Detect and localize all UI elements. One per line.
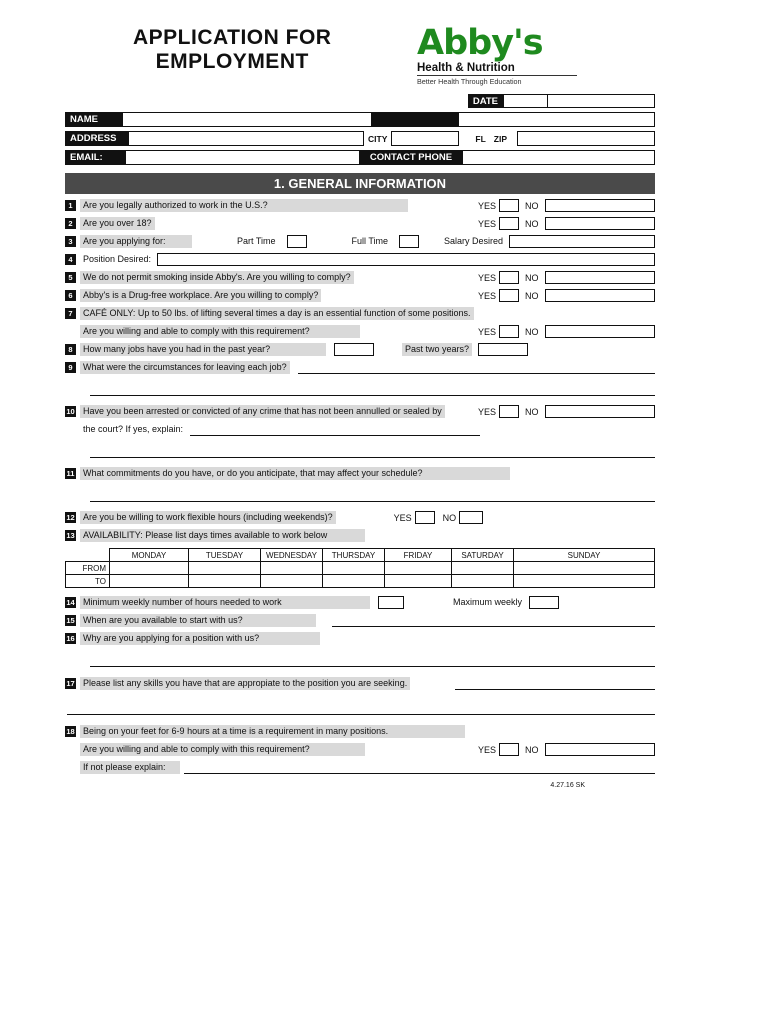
q12-number-badge: 12 [66, 513, 75, 522]
q9-number-badge: 9 [65, 362, 76, 373]
question-11 [65, 467, 655, 480]
q10-number-badge: 10 [66, 407, 75, 416]
q4-text: Position Desired: [83, 254, 152, 264]
q18-no-label: NO [525, 744, 539, 755]
availability-time-cell[interactable] [384, 574, 452, 588]
q7-text-line2: Are you willing and able to comply with this requirement? [80, 325, 360, 338]
availability-time-cell[interactable] [188, 574, 261, 588]
q11-number-badge: 11 [66, 469, 75, 478]
q12-no-label: NO [442, 512, 457, 523]
availability-day-header: TUESDAY [188, 548, 261, 562]
q6-number-badge: 6 [65, 290, 76, 301]
q18-text-line1: Being on your feet for 6-9 hours at a time is a requirement in many positions. [80, 725, 465, 738]
availability-time-cell[interactable] [451, 574, 514, 588]
q7-no-field[interactable] [545, 325, 655, 338]
q5-no-field[interactable] [545, 271, 655, 284]
q16-answer-line[interactable] [90, 654, 655, 667]
availability-time-cell[interactable] [260, 574, 323, 588]
q9-answer-line-1[interactable] [298, 362, 655, 374]
question-4 [65, 253, 655, 266]
availability-time-cell[interactable] [513, 561, 655, 575]
q5-yes-no-group [478, 271, 655, 284]
q1-yes-label: YES [478, 200, 497, 211]
contact-phone-field[interactable] [462, 150, 655, 165]
address-field[interactable] [128, 131, 364, 146]
email-row [65, 150, 655, 165]
q6-yes-label: YES [478, 290, 497, 301]
q18-yes-no-group [478, 743, 655, 756]
q17-number-badge: 17 [66, 679, 75, 688]
q10-text-line1: Have you been arrested or convicted of any crime that has not been annulled or sealed by [80, 405, 445, 418]
q1-no-field[interactable] [545, 199, 655, 212]
question-18-line2 [80, 743, 655, 756]
date-field-2[interactable] [547, 94, 655, 108]
availability-day-header: WEDNESDAY [260, 548, 323, 562]
question-1 [65, 199, 655, 212]
question-10-line2 [80, 423, 655, 436]
q3-text: Are you applying for: [80, 235, 192, 248]
question-14 [65, 596, 655, 609]
q1-text: Are you legally authorized to work in the U.S.? [80, 199, 408, 212]
question-7-line2 [80, 325, 655, 338]
full-time-checkbox[interactable] [399, 235, 419, 248]
max-hours-field[interactable] [529, 596, 559, 609]
q18-text-line3: If not please explain: [80, 761, 180, 774]
availability-from-row [65, 561, 655, 575]
q17-answer-line-1[interactable] [455, 678, 655, 690]
question-5 [65, 271, 655, 284]
q5-yes-checkbox[interactable] [499, 271, 519, 284]
salary-desired-label: Salary Desired [444, 236, 504, 246]
q5-yes-label: YES [478, 272, 497, 283]
q14-number-badge: 14 [66, 598, 75, 607]
availability-corner-cell [65, 548, 110, 562]
part-time-checkbox[interactable] [287, 235, 307, 248]
q7-text-line1: CAFÉ ONLY: Up to 50 lbs. of lifting several times a day is an essential function of some positions. [80, 307, 474, 320]
q16-number-badge: 16 [66, 634, 75, 643]
q12-no-checkbox[interactable] [459, 511, 483, 524]
q7-number-badge: 7 [65, 308, 76, 319]
availability-time-cell[interactable] [322, 561, 385, 575]
logo-tagline: Better Health Through Education [417, 75, 577, 86]
q15-answer-line[interactable] [332, 615, 655, 627]
q18-yes-label: YES [478, 744, 497, 755]
q1-no-label: NO [525, 200, 539, 211]
q2-text: Are you over 18? [80, 217, 155, 230]
contact-phone-label: CONTACT PHONE [360, 150, 462, 165]
question-3 [65, 235, 655, 248]
q16-text: Why are you applying for a position with us? [80, 632, 320, 645]
date-row [65, 94, 655, 108]
header [65, 23, 655, 86]
q18-explain-line[interactable] [184, 762, 655, 774]
q2-no-field[interactable] [545, 217, 655, 230]
q4-number-badge: 4 [65, 254, 76, 265]
q10-no-label: NO [525, 406, 539, 417]
q18-number-badge: 18 [66, 727, 75, 736]
question-18-line1 [65, 725, 655, 738]
availability-table [65, 548, 655, 588]
q9-answer-line-2[interactable] [90, 383, 655, 396]
question-12 [65, 511, 655, 524]
q6-yes-checkbox[interactable] [499, 289, 519, 302]
question-18-line3 [80, 761, 655, 774]
form-revision-note: 4.27.16 SK [550, 782, 585, 789]
salary-desired-field[interactable] [509, 235, 655, 248]
q15-text: When are you available to start with us? [80, 614, 316, 627]
question-16 [65, 632, 655, 645]
q18-no-field[interactable] [545, 743, 655, 756]
q18-text-line2: Are you willing and able to comply with this requirement? [80, 743, 365, 756]
q2-yes-label: YES [478, 218, 497, 229]
availability-from-label: FROM [65, 561, 110, 575]
name-field[interactable] [122, 112, 372, 127]
q12-text: Are you be willing to work flexible hours (including weekends)? [80, 511, 336, 524]
jobs-past-two-years-field[interactable] [478, 343, 528, 356]
availability-day-header: FRIDAY [384, 548, 452, 562]
q2-number-badge: 2 [65, 218, 76, 229]
date-field-1[interactable] [503, 94, 548, 108]
q15-number-badge: 15 [66, 616, 75, 625]
q1-number-badge: 1 [65, 200, 76, 211]
availability-time-cell[interactable] [384, 561, 452, 575]
q2-yes-checkbox[interactable] [499, 217, 519, 230]
jobs-past-year-field[interactable] [334, 343, 374, 356]
past-two-years-label: Past two years? [402, 343, 472, 356]
q17-text: Please list any skills you have that are appropiate to the position you are seeking. [80, 677, 410, 690]
q5-text: We do not permit smoking inside Abby's. Are you willing to comply? [80, 271, 354, 284]
availability-time-cell[interactable] [322, 574, 385, 588]
full-time-label: Full Time [351, 236, 389, 246]
q10-yes-checkbox[interactable] [499, 405, 519, 418]
state-label: FL [475, 133, 486, 144]
question-10-line1 [65, 405, 655, 418]
logo-brand-text: Abby's [417, 23, 543, 63]
q6-yes-no-group [478, 289, 655, 302]
availability-day-header: MONDAY [109, 548, 189, 562]
q14-text: Minimum weekly number of hours needed to work [80, 596, 370, 609]
part-time-label: Part Time [237, 236, 276, 246]
availability-time-cell[interactable] [451, 561, 514, 575]
availability-to-row [65, 574, 655, 588]
q7-yes-checkbox[interactable] [499, 325, 519, 338]
name-row-right-field[interactable] [458, 112, 655, 127]
zip-field[interactable] [517, 131, 655, 146]
email-label: EMAIL: [65, 150, 125, 165]
availability-to-label: TO [65, 574, 110, 588]
page-title-line2: EMPLOYMENT [155, 50, 309, 74]
q11-text: What commitments do you have, or do you anticipate, that may affect your schedule? [80, 467, 510, 480]
question-17 [65, 677, 655, 690]
q12-yes-label: YES [393, 512, 412, 523]
question-15 [65, 614, 655, 627]
question-13 [65, 529, 655, 542]
availability-day-header: SATURDAY [451, 548, 514, 562]
address-row [65, 131, 655, 146]
abbys-logo [417, 23, 577, 86]
q10-text-line2: the court? If yes, explain: [83, 424, 184, 434]
name-row-black-box [372, 112, 458, 127]
min-hours-field[interactable] [378, 596, 404, 609]
q6-text: Abby's is a Drug-free workplace. Are you willing to comply? [80, 289, 321, 302]
availability-day-header: THURSDAY [322, 548, 385, 562]
q6-no-field[interactable] [545, 289, 655, 302]
q8-text: How many jobs have you had in the past year? [80, 343, 326, 356]
q10-explain-line[interactable] [190, 424, 480, 436]
q6-no-label: NO [525, 290, 539, 301]
q11-answer-line[interactable] [90, 489, 655, 502]
q2-no-label: NO [525, 218, 539, 229]
availability-time-cell[interactable] [513, 574, 655, 588]
name-row [65, 112, 655, 127]
q10-answer-line[interactable] [90, 445, 655, 458]
availability-header-row [65, 548, 655, 562]
question-8 [65, 343, 655, 356]
question-7-line1 [65, 307, 655, 320]
question-6 [65, 289, 655, 302]
q9-text: What were the circumstances for leaving each job? [80, 361, 290, 374]
page-title-line1: APPLICATION FOR [133, 26, 332, 49]
availability-time-cell[interactable] [260, 561, 323, 575]
q3-number-badge: 3 [65, 236, 76, 247]
q18-yes-checkbox[interactable] [499, 743, 519, 756]
q1-yes-checkbox[interactable] [499, 199, 519, 212]
position-desired-field[interactable] [157, 253, 655, 266]
q5-no-label: NO [525, 272, 539, 283]
zip-label: ZIP [493, 133, 507, 144]
name-label: NAME [65, 112, 122, 127]
page-title [133, 26, 331, 74]
q10-yes-no-group [478, 405, 655, 418]
availability-time-cell[interactable] [109, 574, 189, 588]
q2-yes-no-group [478, 217, 655, 230]
section-header: 1. GENERAL INFORMATION [65, 173, 655, 194]
q7-yes-no-group [478, 325, 655, 338]
q7-yes-label: YES [478, 326, 497, 337]
availability-day-header: SUNDAY [513, 548, 655, 562]
maximum-weekly-label: Maximum weekly [453, 597, 523, 607]
q5-number-badge: 5 [65, 272, 76, 283]
question-9 [65, 361, 655, 374]
q13-number-badge: 13 [66, 531, 75, 540]
availability-time-cell[interactable] [188, 561, 261, 575]
q8-number-badge: 8 [65, 344, 76, 355]
question-2 [65, 217, 655, 230]
date-label: DATE [468, 94, 503, 108]
q1-yes-no-group [478, 199, 655, 212]
city-field[interactable] [391, 131, 459, 146]
q13-text: AVAILABILITY: Please list days times available to work below [80, 529, 365, 542]
q12-yes-checkbox[interactable] [415, 511, 435, 524]
q7-no-label: NO [525, 326, 539, 337]
address-label: ADDRESS [65, 131, 128, 146]
email-field[interactable] [125, 150, 360, 165]
availability-time-cell[interactable] [109, 561, 189, 575]
logo-subtitle: Health & Nutrition [417, 62, 515, 74]
form-content [65, 0, 655, 789]
q17-answer-line-2[interactable] [67, 702, 655, 715]
city-label: CITY [368, 133, 388, 144]
q10-no-field[interactable] [545, 405, 655, 418]
q10-yes-label: YES [478, 406, 497, 417]
